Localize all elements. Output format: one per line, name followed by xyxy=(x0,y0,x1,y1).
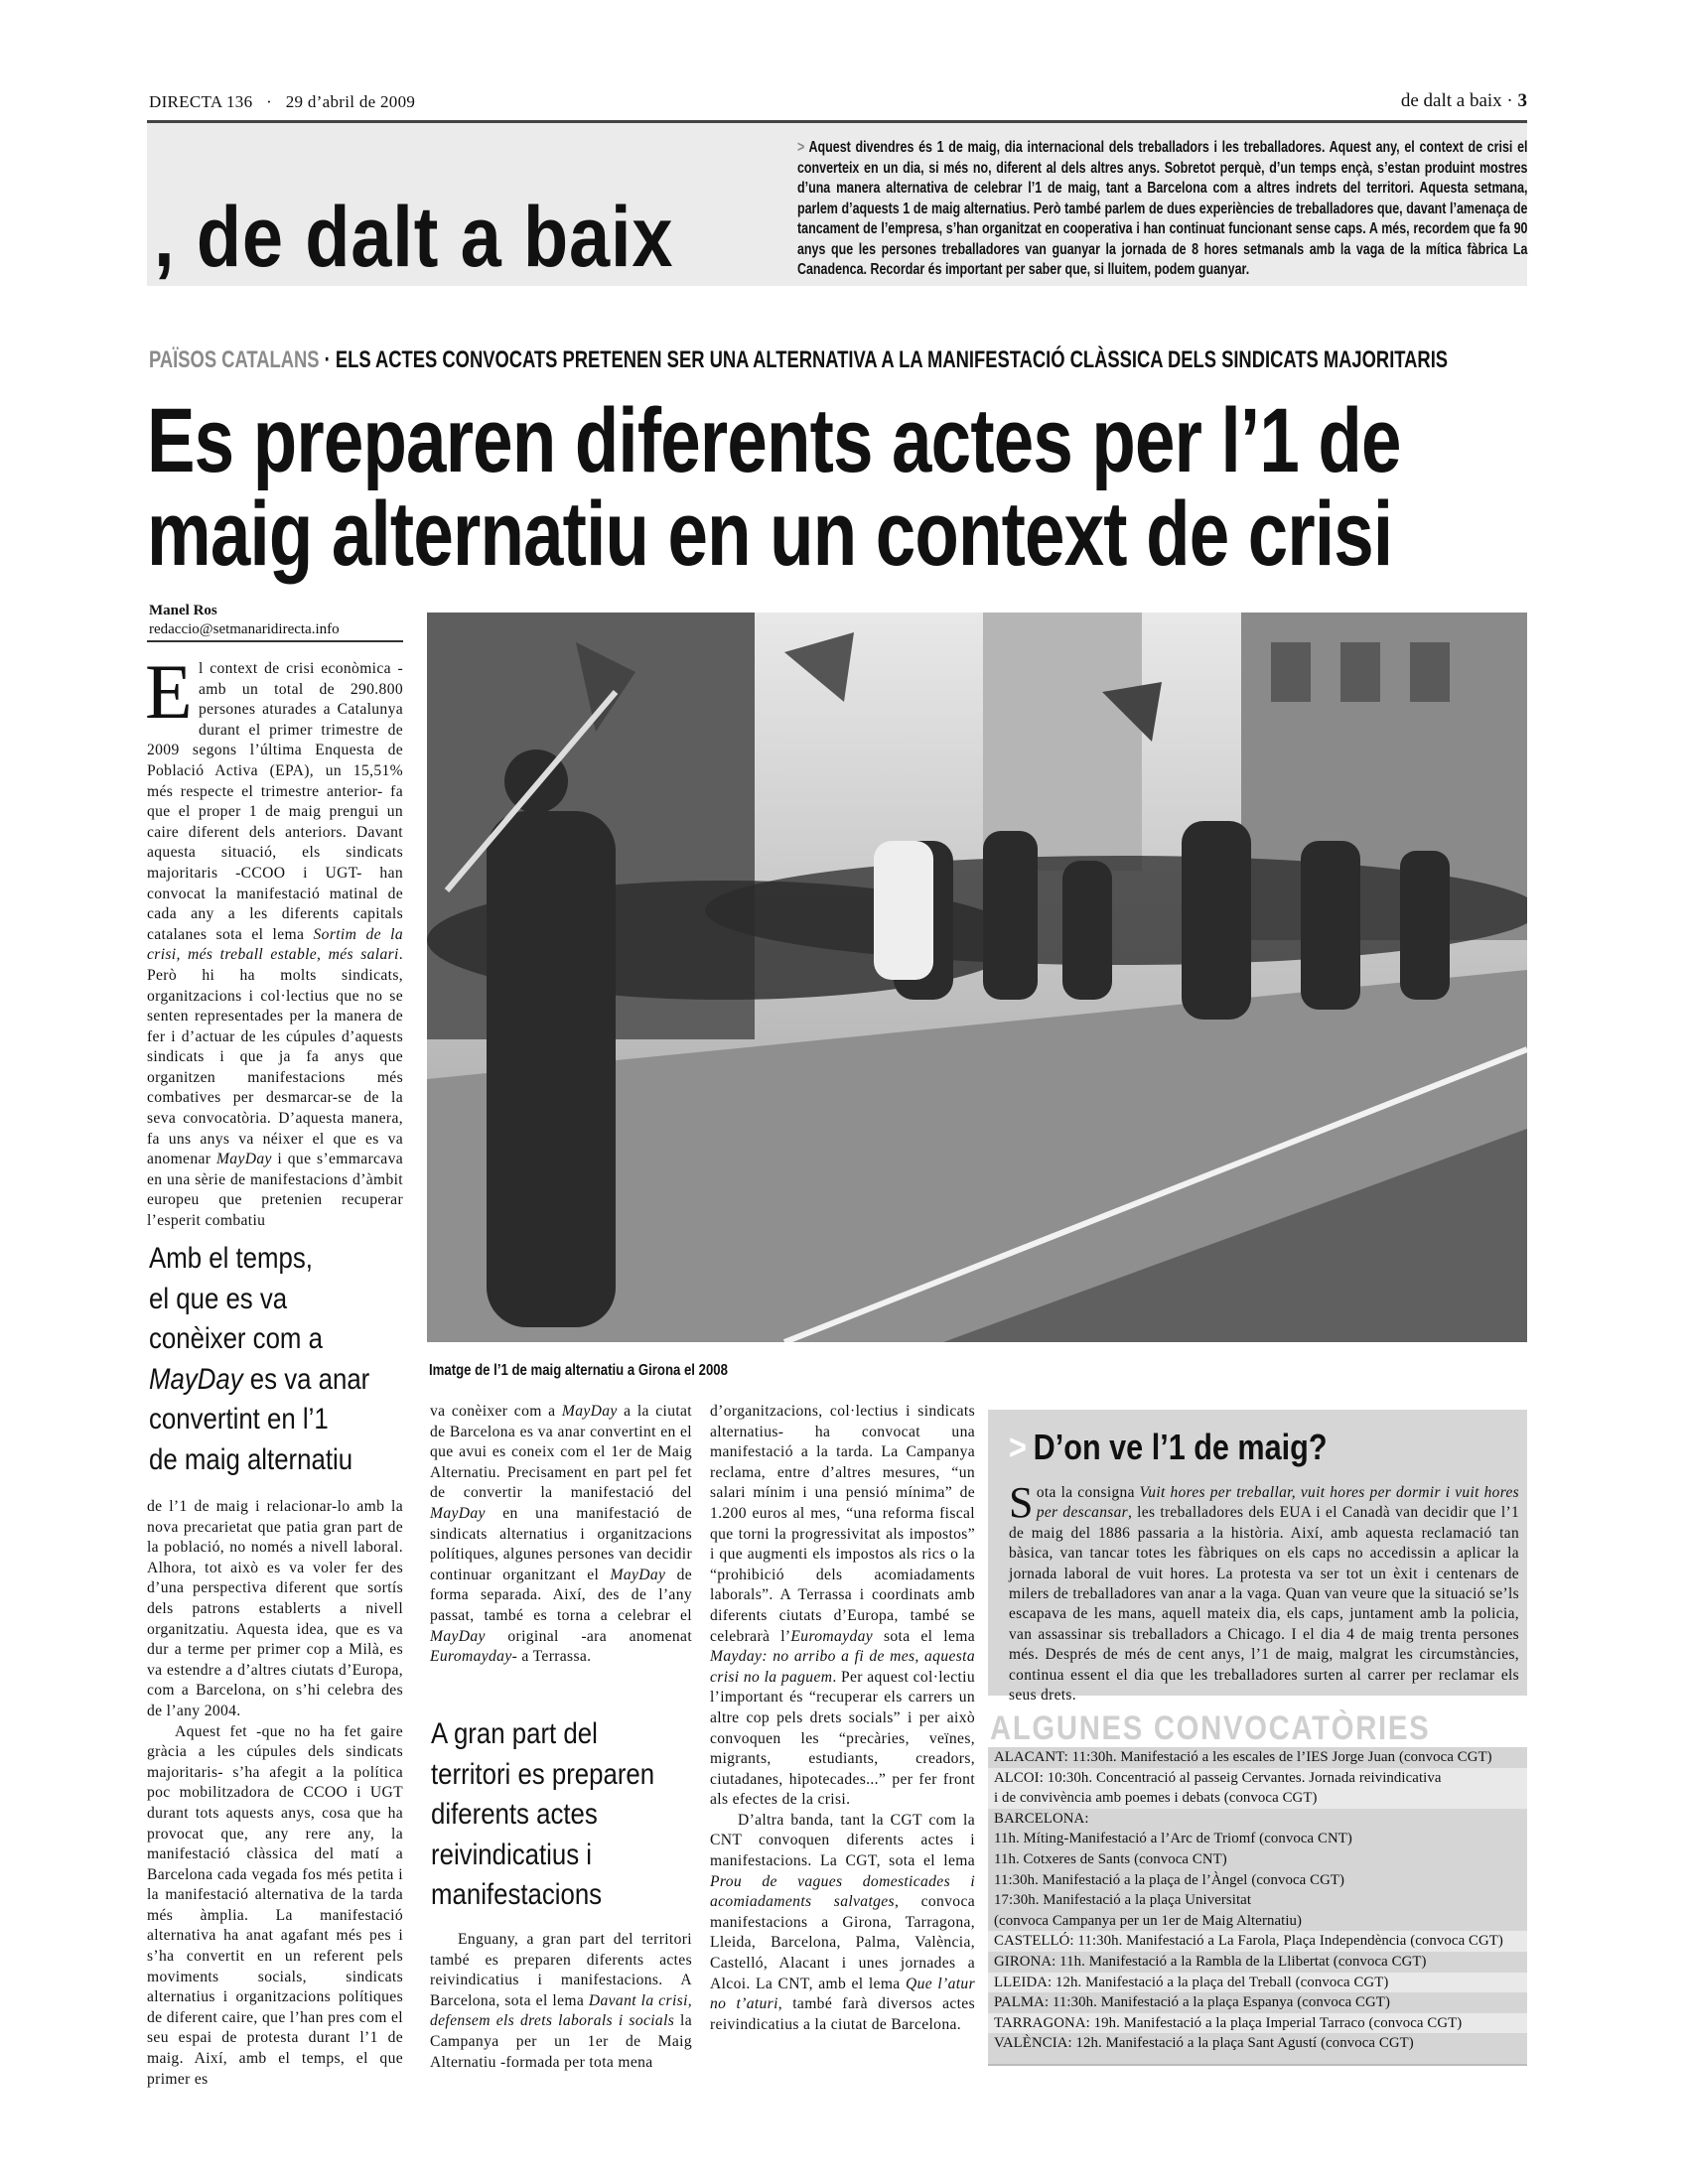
italic-text: Mayday: no arribo a fi de mes, aquesta crisi no la paguem xyxy=(710,1648,975,1686)
page-number: 3 xyxy=(1517,90,1527,111)
text-run: . Per aquest col·lectiu l’important és “recuperar els carrers un altre cop pels drets socials” i per això convoquen les “precàries, veïnes, migrants, estudiants, creadors, ciutadanes, hipotecades...” per fer front als efectes de la crisi. xyxy=(710,1668,975,1809)
pull-quote-line xyxy=(431,1714,654,1755)
italic-text: MayDay xyxy=(561,1403,618,1420)
sidebar-body xyxy=(1009,1478,1519,1706)
convocatoria-row: TARRAGONA: 19h. Manifestació a la plaça Imperial Tarraco (convoca CGT) xyxy=(988,2013,1527,2034)
italic-text: MayDay xyxy=(430,1627,486,1645)
pull-quote-2 xyxy=(431,1714,654,1916)
text-run: A gran part del xyxy=(431,1717,598,1750)
text-run: diferents actes xyxy=(431,1798,598,1831)
text-run: manifestacions xyxy=(431,1878,603,1911)
text-run: de forma separada. Així, des de l’any passat, també es torna a celebrar el xyxy=(430,1566,692,1624)
text-run: ota la consigna xyxy=(1036,1484,1140,1501)
article-text xyxy=(145,648,403,1232)
header-separator: · xyxy=(266,92,273,111)
text-run: sota el lema xyxy=(873,1627,975,1645)
italic-text: Prou de vagues domesticades i acomiadaments salvatges xyxy=(710,1872,975,1911)
article-column-1-top xyxy=(145,648,403,1232)
text-run: Amb el temps, xyxy=(149,1242,313,1275)
convocatoria-row: 11h. Míting-Manifestació a l’Arc de Triomf (convoca CNT) xyxy=(988,1829,1527,1849)
convocatoria-row: BARCELONA: xyxy=(988,1809,1527,1830)
byline xyxy=(149,602,340,639)
convocatoria-row: 17:30h. Manifestació a la plaça Universitat xyxy=(988,1890,1527,1911)
italic-text: Que l’atur no t’aturi xyxy=(710,1975,975,2013)
protest-photo-illustration xyxy=(427,613,1527,1342)
sidebar-drop-cap: S xyxy=(1009,1478,1034,1527)
convocatoria-row: i de convivència amb poemes i debats (convoca CGT) xyxy=(988,1788,1527,1809)
end-rule xyxy=(988,2064,1527,2066)
photo-caption: Imatge de l’1 de maig alternatiu a Girona el 2008 xyxy=(429,1362,728,1379)
pull-quote-line xyxy=(149,1360,369,1401)
paragraph xyxy=(710,1402,975,1811)
italic-text: MayDay xyxy=(215,1151,272,1168)
sidebar-title-text: D’on ve l’1 de maig? xyxy=(1033,1427,1328,1467)
text-run: . Però hi ha molts sindicats, organitzacions i col·lectius que no se senten representades per la manera de fer i d’actuar de les cúpules d’aquests sindicats i que ja fa anys que organitzen manifestacions més combatives per desmarcar-se de la seva convocatòria. D’aquesta manera, fa uns anys va néixer el que es va anomenar xyxy=(147,946,403,1168)
italic-text: MayDay xyxy=(610,1566,666,1583)
italic-text: Sortim de la crisi, més treball estable, més salari xyxy=(147,925,403,964)
text-run: - a Terrassa. xyxy=(511,1648,592,1666)
paragraph xyxy=(430,1402,692,1668)
italic-text: Euromayday xyxy=(790,1627,874,1645)
article-column-2-bottom xyxy=(430,1930,692,2073)
section-title: , de dalt a baix xyxy=(154,190,674,285)
convocatoria-row: GIRONA: 11h. Manifestació a la Rambla de la Llibertat (convoca CGT) xyxy=(988,1952,1527,1973)
paragraph xyxy=(145,648,403,1232)
pull-quote-line xyxy=(149,1400,369,1440)
kicker xyxy=(149,346,1448,374)
section-name: de dalt a baix xyxy=(1400,90,1502,111)
text-run: territori es preparen xyxy=(431,1757,655,1791)
text-run: , convoca manifestacions a Girona, Tarragona, Lleida, Barcelona, Palma, València, Castelló, Alacant i unes jornades a Alcoi. La CNT, amb el lema xyxy=(710,1893,975,1992)
pull-quote-line xyxy=(431,1795,654,1836)
text-run: , també farà diversos actes reivindicatius a la ciutat de Barcelona. xyxy=(710,1995,975,2033)
text-run: la Campanya per un 1er de Maig Alternatiu -formada per tota mena xyxy=(430,2012,693,2071)
convocatoria-row: 11h. Cotxeres de Sants (convoca CNT) xyxy=(988,1849,1527,1870)
convocatories-list xyxy=(988,1747,1527,2064)
summary-text: Aquest divendres és 1 de maig, dia internacional dels treballadors i les treballadores. Aquest any, el context de crisi el converteix en un dia, si més no, diferent al dels altres anys. Sobretot perquè, d’un temps ençà, s’estan produint mostres d’una manera alternativa de celebrar l’1 de maig, tant a Barcelona com a altres indrets del territori. Aquesta setmana, parlem d’aquests 1 de maig alternatius. Però també parlem de dues experiències de treballadores que, davant l’amenaça de tancament de l’empresa, s’han organitzat en cooperativa i han continuat funcionant sense caps. A més, recordem que fa 90 anys que les persones treballadores van guanyar la jornada de 8 hores setmanals amb la vaga de la mítica fàbrica La Canadenca. Recordar és important per saber que, si lluitem, podem guanyar. xyxy=(797,139,1528,278)
headline-line-1: Es preparen diferents actes per l’1 de xyxy=(147,390,1401,491)
text-run: i que s’emmarcava en una sèrie de manifestacions d’àmbit europeu que pretenien recuperar l’esperit combatiu xyxy=(147,1151,403,1230)
text-run: a la ciutat de Barcelona es va anar convertint en el que avui es coneix com el 1er de Maig Alternatiu. Precisament en part pel fet de convertir la manifestació del xyxy=(430,1403,692,1502)
convocatoria-row: ALCOI: 10:30h. Concentració al passeig Cervantes. Jornada reivindicativa xyxy=(988,1768,1527,1789)
convocatoria-row: CASTELLÓ: 11:30h. Manifestació a La Farola, Plaça Independència (convoca CGT) xyxy=(988,1931,1527,1952)
pull-quote-line xyxy=(149,1319,369,1360)
kicker-region: PAÏSOS CATALANS xyxy=(149,346,320,373)
convocatories-footer xyxy=(988,2054,1527,2064)
text-run: de l’1 de maig i relacionar-lo amb la nova precarietat que patia gran part de la població, no només a nivell laboral. Alhora, tot això es va voler fer des d’una perspectiva diferent que sortís dels patrons establerts a nivell organitzatiu. Aquesta idea, que es va dur a terme per primer cop a Milà, es va estendre a d’altres ciutats d’Europa, com a Barcelona, on s’hi celebra des de l’any 2004. xyxy=(147,1498,403,1719)
text-run: convertint en l’1 xyxy=(149,1403,329,1435)
headline-line-2: maig alternatiu en un context de crisi xyxy=(147,483,1393,585)
text-run: reivindicatius i xyxy=(431,1838,593,1871)
convocatoria-row: VALÈNCIA: 12h. Manifestació a la plaça Sant Agustí (convoca CGT) xyxy=(988,2033,1527,2054)
text-run: , les treballadores dels EUA i el Canadà van decidir que l’1 de maig del 1886 passaria a la història. Així, amb aquesta reclamació tan bàsica, van tancar totes les fàbriques on els caps no accedissin a aplicar la jornada laboral de vuit hores. La protesta va ser tot un èxit i centenars de milers de treballadores van anar a la vaga. Quan van veure que la situació se’ls escapava de les mans, aquell mateix dia, els caps, juntament amb la policia, van assassinar sis treballadors a Chicago. I el dia 4 de maig trenta persones més. Després de més de cent anys, l’1 de maig, malgrat les circumstàncies, continua essent el dia que les treballadores surten al carrer per reclamar els seus drets. xyxy=(1009,1504,1519,1705)
issue-date: 29 d’abril de 2009 xyxy=(285,92,416,111)
publication-name: DIRECTA 136 xyxy=(149,92,253,111)
italic-text: Davant la crisi, defensem els drets laborals i socials xyxy=(430,1991,692,2030)
summary-marker: > xyxy=(797,139,805,156)
pull-quote-line xyxy=(431,1755,654,1796)
drop-cap: E xyxy=(145,648,193,735)
text-run: Enguany, a gran part del territori també es preparen diferents actes reivindicatius i manifestacions. A Barcelona, sota el lema xyxy=(430,1931,692,2009)
convocatoria-row: (convoca Campanya per un 1er de Maig Alternatiu) xyxy=(988,1911,1527,1932)
paragraph xyxy=(147,1497,403,1722)
pull-quote-line xyxy=(431,1836,654,1876)
paragraph xyxy=(147,1722,403,2091)
paragraph xyxy=(430,1930,692,2073)
article-column-1-bottom xyxy=(147,1497,403,2090)
article-column-3 xyxy=(710,1402,975,2035)
convocatoria-row: ALACANT: 11:30h. Manifestació a les escales de l’IES Jorge Juan (convoca CGT) xyxy=(988,1747,1527,1768)
convocatoria-row: 11:30h. Manifestació a la plaça de l’Àngel (convoca CGT) xyxy=(988,1870,1527,1891)
italic-text: MayDay xyxy=(149,1362,243,1396)
italic-text: MayDay xyxy=(430,1504,486,1522)
kicker-separator: · xyxy=(319,346,336,373)
byline-rule xyxy=(147,640,403,642)
convocatories-title: ALGUNES CONVOCATÒRIES xyxy=(990,1709,1431,1747)
sidebar-marker: > xyxy=(1009,1427,1027,1467)
article-column-2-top xyxy=(430,1402,692,1668)
issue-header xyxy=(149,92,415,112)
sidebar-text xyxy=(1009,1478,1519,1706)
text-run: de maig alternatiu xyxy=(149,1442,353,1476)
text-run: Aquest fet -que no ha fet gaire gràcia a les cúpules dels sindicats majoritaris- s’ha afegit a la política poc mobilitzadora de CCOO i UGT durant tots aquests anys, cosa que ha provocat que, any rere any, la manifestació clàssica del matí a Barcelona cada vegada fos més petita i la manifestació alternativa de la tarda més àmplia. La manifestació alternativa ha anat agafant més pes i s’ha convertit en un referent pels moviments socials, sindicats alternatius i organitzacions polítiques de diferent caire, que l’han pres com el seu espai de protesta durant l’1 de maig. Així, amb el temps, el que primer es xyxy=(147,1722,403,2088)
convocatoria-row: LLEIDA: 12h. Manifestació a la plaça del Treball (convoca CGT) xyxy=(988,1973,1527,1993)
section-header: de dalt a baix · 3 xyxy=(1400,90,1527,111)
pull-quote-line xyxy=(431,1875,654,1916)
kicker-text: ELS ACTES CONVOCATS PRETENEN SER UNA ALTERNATIVA A LA MANIFESTACIÓ CLÀSSICA DELS SINDICATS MAJORITARIS xyxy=(335,346,1449,373)
pull-quote-line xyxy=(149,1239,369,1280)
pull-quote-line xyxy=(149,1280,369,1320)
paragraph xyxy=(710,1811,975,2036)
paragraph xyxy=(1009,1478,1519,1706)
convocatoria-row: PALMA: 11:30h. Manifestació a la plaça Espanya (convoca CGT) xyxy=(988,1992,1527,2013)
text-run: d’organitzacions, col·lectius i sindicats alternatius- ha convocat una manifestació a la tarda. La Campanya reclama, entre d’altres mesures, “un salari mínim i una pensió mínima” de 1.200 euros al mes, “una reforma fiscal que torni la progressivitat als impostos” i que augmenti els impostos als rics o la “prohibició dels acomiadaments laborals”. A Terrassa i coordinats amb diferents ciutats d’Europa, també se celebrarà l’ xyxy=(710,1403,975,1645)
sidebar-title xyxy=(1009,1427,1328,1468)
author-name: Manel Ros xyxy=(149,603,217,618)
italic-text: Euromayday xyxy=(430,1648,512,1666)
text-run: l context de crisi econòmica -amb un total de 290.800 persones aturades a Catalunya durant el primer trimestre de 2009 segons l’última Enquesta de Població Activa (EPA), un 15,51% més respecte el trimestre anterior- fa que el proper 1 de maig prengui un caire diferent dels anteriors. Davant aquesta situació, els sindicats majoritaris -CCOO i UGT- han convocat la manifestació matinal de cada any a les diferents capitals catalanes sota el lema xyxy=(147,660,403,943)
pull-quote-line xyxy=(149,1440,369,1481)
author-email[interactable]: redaccio@setmanaridirecta.info xyxy=(149,621,340,637)
text-run: es va anar xyxy=(242,1362,370,1396)
text-run: el que es va xyxy=(149,1282,288,1315)
text-run: conèixer com a xyxy=(149,1322,323,1355)
text-run: en una manifestació de sindicats alternatius i organitzacions polítiques, algunes persones van decidir continuar organitzant el xyxy=(430,1504,692,1583)
article-photo xyxy=(427,613,1527,1342)
text-run: D’altra banda, tant la CGT com la CNT convoquen diferents actes i manifestacions. La CGT, sota el lema xyxy=(710,1811,975,1870)
text-run: original -ara anomenat xyxy=(485,1627,692,1645)
section-summary xyxy=(797,138,1527,281)
pull-quote-1 xyxy=(149,1239,369,1480)
italic-text: Vuit hores per treballar, vuit hores per dormir i vuit hores per descansar xyxy=(1036,1484,1519,1522)
text-run: va conèixer com a xyxy=(430,1403,562,1420)
